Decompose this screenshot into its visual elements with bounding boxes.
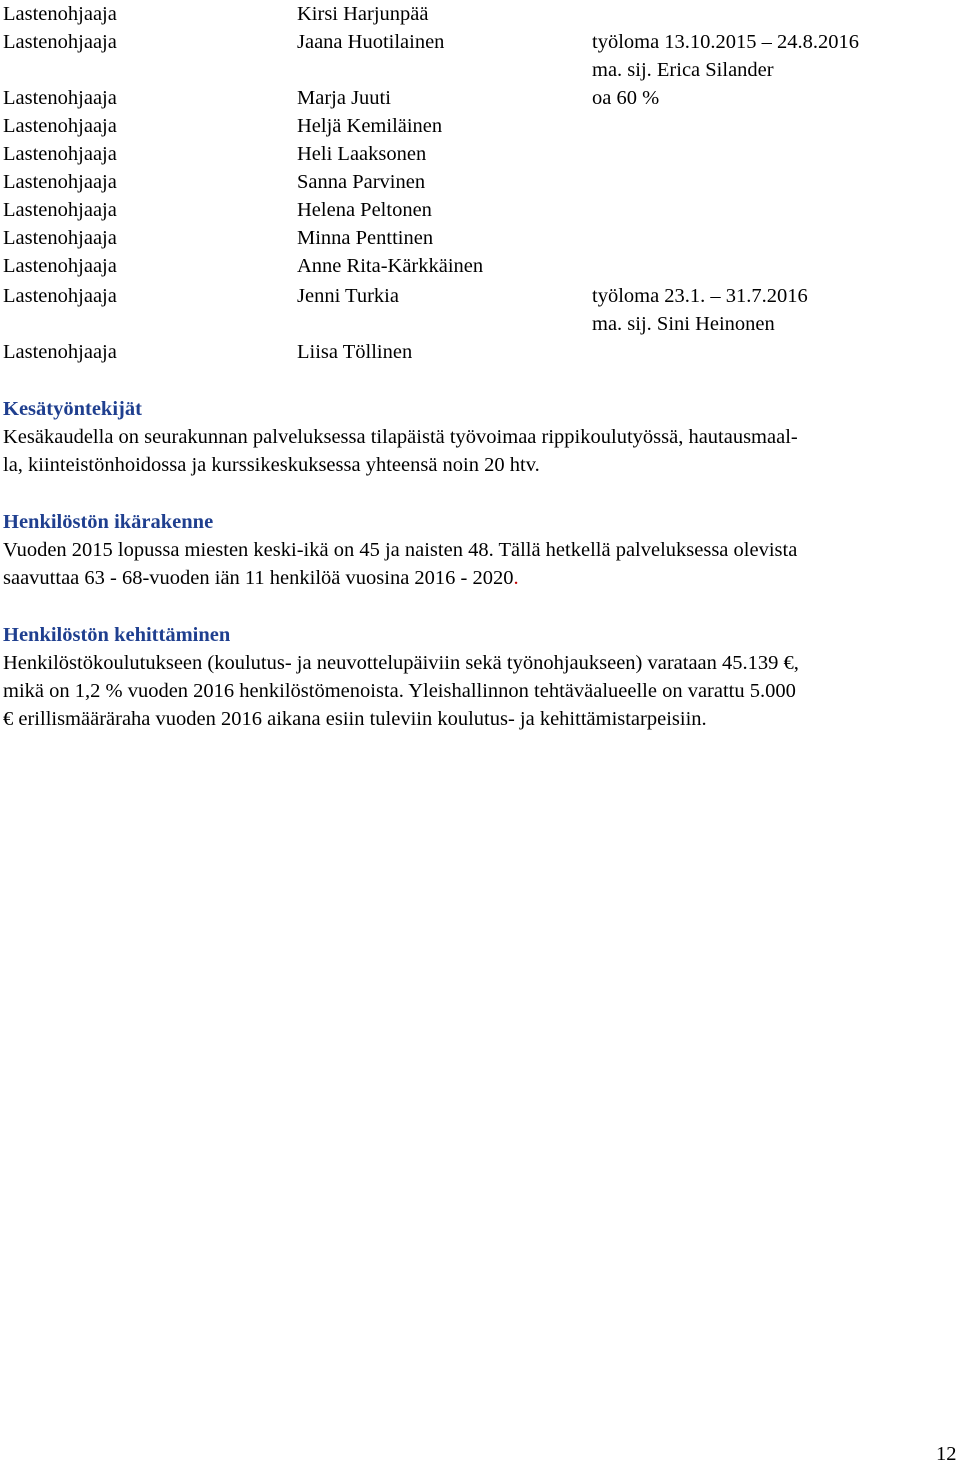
paragraph-line: Vuoden 2015 lopussa miesten keski-ikä on 45 ja naisten 48. Tällä hetkellä palveluksessa olevista (3, 539, 798, 561)
paragraph-line: Henkilöstökoulutukseen (koulutus- ja neuvottelupäiviin sekä työnohjaukseen) varataan 45.139 €, (3, 652, 799, 674)
staff-title: Lastenohjaaja (3, 199, 117, 221)
page-number: 12 (936, 1443, 957, 1465)
section-heading-age-structure: Henkilöstön ikärakenne (3, 511, 214, 533)
paragraph-line: mikä on 1,2 % vuoden 2016 henkilöstömenoista. Yleishallinnon tehtäväalueelle on varattu 5.000 (3, 680, 796, 702)
staff-note: työloma 23.1. – 31.7.2016 (592, 285, 808, 307)
staff-title: Lastenohjaaja (3, 115, 117, 137)
staff-substitute: ma. sij. Erica Silander (592, 59, 774, 81)
staff-name: Helena Peltonen (297, 199, 432, 221)
staff-note: oa 60 % (592, 87, 660, 109)
staff-substitute: ma. sij. Sini Heinonen (592, 313, 775, 335)
staff-name: Sanna Parvinen (297, 171, 426, 193)
staff-name: Minna Penttinen (297, 227, 434, 249)
staff-name: Heljä Kemiläinen (297, 115, 443, 137)
paragraph-line (3, 564, 958, 592)
staff-title: Lastenohjaaja (3, 255, 117, 277)
section-heading-staff-development: Henkilöstön kehittäminen (3, 624, 231, 646)
staff-name: Kirsi Harjunpää (297, 3, 429, 25)
staff-title: Lastenohjaaja (3, 3, 117, 25)
paragraph-line: € erillismääräraha vuoden 2016 aikana esiin tuleviin koulutus- ja kehittämistarpeisiin. (3, 708, 707, 730)
staff-name: Heli Laaksonen (297, 143, 427, 165)
staff-title: Lastenohjaaja (3, 31, 117, 53)
section-heading-summer-workers: Kesätyöntekijät (3, 398, 142, 420)
staff-title: Lastenohjaaja (3, 341, 117, 363)
staff-note: työloma 13.10.2015 – 24.8.2016 (592, 31, 860, 53)
staff-name: Jaana Huotilainen (297, 31, 445, 53)
paragraph-text: saavuttaa 63 - 68-vuoden iän 11 henkilöä vuosina 2016 - 2020 (3, 567, 514, 589)
red-period: . (513, 567, 519, 589)
staff-development-paragraph (3, 649, 958, 733)
summer-workers-paragraph (3, 423, 958, 479)
paragraph-line: Kesäkaudella on seurakunnan palveluksessa tilapäistä työvoimaa rippikoulutyössä, hautausmaal- (3, 426, 798, 448)
staff-title: Lastenohjaaja (3, 227, 117, 249)
paragraph-line: la, kiinteistönhoidossa ja kurssikeskuksessa yhteensä noin 20 htv. (3, 454, 540, 476)
staff-name: Marja Juuti (297, 87, 391, 109)
staff-title: Lastenohjaaja (3, 171, 117, 193)
staff-name: Jenni Turkia (297, 285, 399, 307)
staff-title: Lastenohjaaja (3, 285, 117, 307)
staff-name: Liisa Töllinen (297, 341, 413, 363)
age-structure-paragraph (3, 536, 958, 592)
staff-title: Lastenohjaaja (3, 87, 117, 109)
staff-name: Anne Rita-Kärkkäinen (297, 255, 484, 277)
staff-title: Lastenohjaaja (3, 143, 117, 165)
